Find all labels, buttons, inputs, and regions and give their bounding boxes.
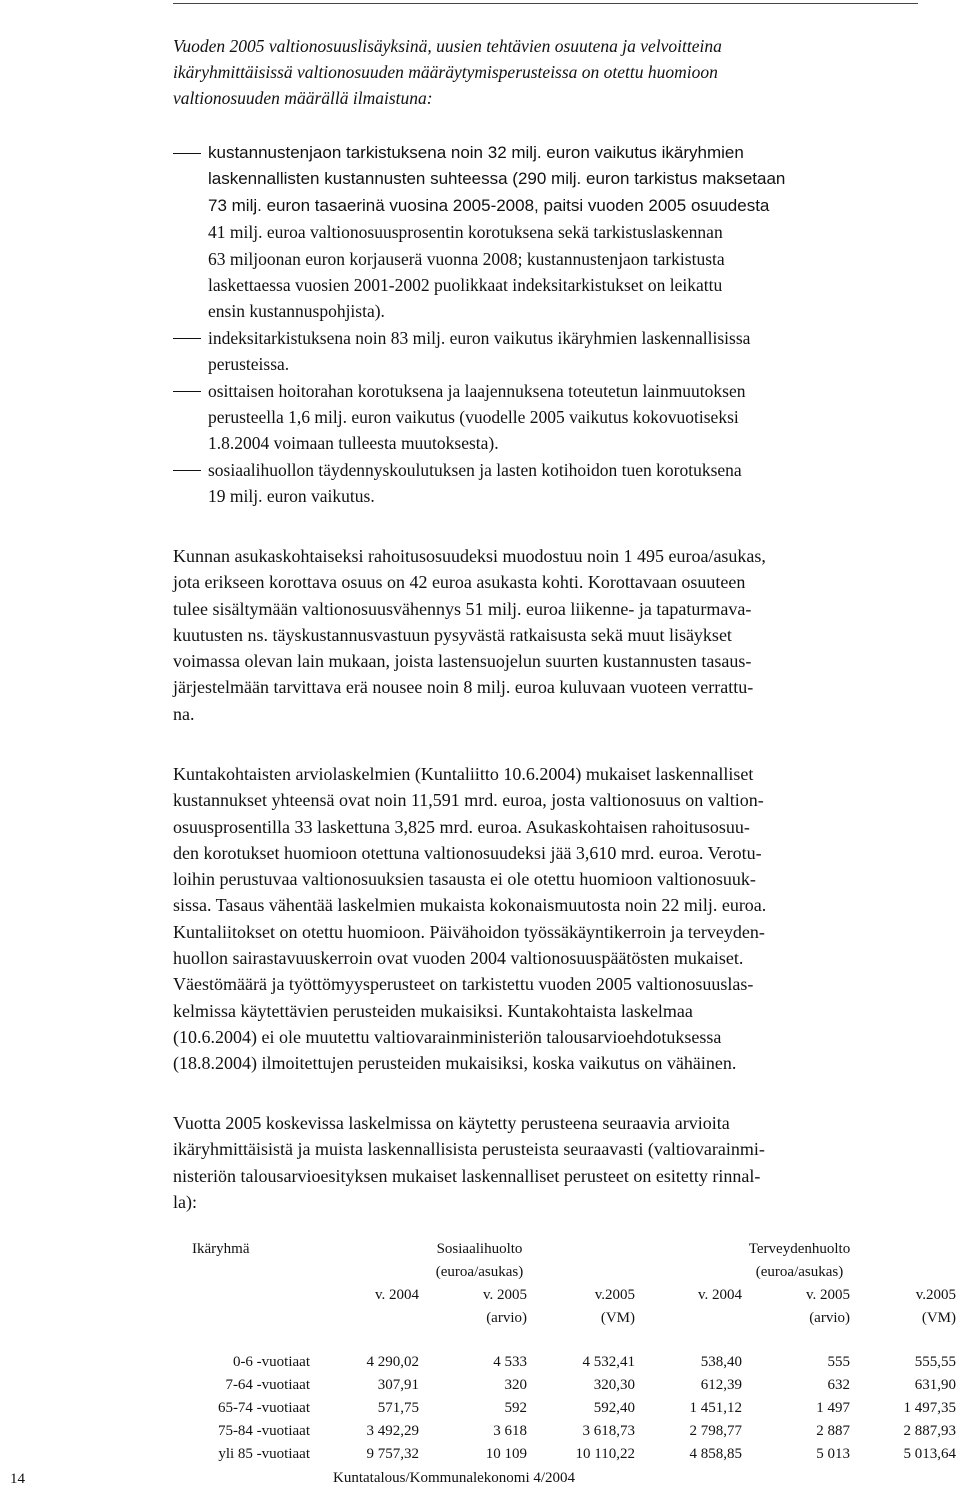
table-cell: 555 xyxy=(827,1354,850,1370)
dash-marker xyxy=(173,153,201,154)
subheader-note: (VM) xyxy=(600,1310,635,1326)
table-cell: 320,30 xyxy=(593,1377,635,1393)
para-line: osuusprosentilla 33 laskettuna 3,825 mrd. euroa. Asukaskohtaisen rahoitusosuu- xyxy=(173,816,750,837)
bullet-line: laskennallisten kustannusten suhteessa (290 milj. euron tarkistus maksetaan xyxy=(208,169,786,189)
para-line: den korotukset huomioon otettuna valtionosuudeksi jää 3,610 mrd. euroa. Verotu- xyxy=(173,842,762,863)
dash-marker xyxy=(173,391,201,392)
para-line: huollon sairastavuuskerroin ovat vuoden 2004 valtionosuuspäätösten mukaiset. xyxy=(173,948,744,969)
bullet-line: sosiaalihuollon täydennyskoulutuksen ja lasten kotihoidon tuen korotuksena xyxy=(208,459,742,480)
subheader-note: (arvio) xyxy=(809,1310,850,1326)
paragraph-arviolaskelmat xyxy=(173,761,948,1077)
paragraph-perusteet xyxy=(173,1110,948,1215)
bullet-line: kustannustenjaon tarkistuksena noin 32 milj. euron vaikutus ikäryhmien xyxy=(208,143,744,162)
para-line: jota erikseen korottava osuus on 42 euroa asukasta kohti. Korottavaan osuuteen xyxy=(173,572,746,593)
para-line: voimassa olevan lain mukaan, joista lastensuojelun suurten kustannusten tasaus- xyxy=(173,651,752,672)
header-health-care-unit: (euroa/asukas) xyxy=(755,1264,844,1280)
table-cell: 1 451,12 xyxy=(689,1400,742,1416)
subheader-note: (arvio) xyxy=(486,1310,527,1326)
table-cell: 1 497,35 xyxy=(903,1400,956,1416)
intro-line: Vuoden 2005 valtionosuuslisäyksinä, uusien tehtävien osuutena ja velvoitteina xyxy=(173,36,722,56)
table-cell: 631,90 xyxy=(914,1377,956,1393)
subheader-cell: v.2005 xyxy=(915,1287,956,1303)
para-line: la): xyxy=(173,1191,197,1212)
dash-marker xyxy=(173,338,201,339)
table-cell: 3 618 xyxy=(493,1423,527,1439)
para-line: Kuntakohtaisten arviolaskelmien (Kuntaliitto 10.6.2004) mukaiset laskennalliset xyxy=(173,764,754,784)
dash-marker xyxy=(173,470,201,471)
table-cell: 555,55 xyxy=(914,1354,956,1370)
bullet-line: 73 milj. euron tasaerinä vuosina 2005-2008, paitsi vuoden 2005 osuudesta xyxy=(208,195,770,215)
bullet-line: ensin kustannuspohjista). xyxy=(208,301,385,322)
table-cell: 592,40 xyxy=(593,1400,635,1416)
table-cell: 307,91 xyxy=(377,1377,419,1393)
bullet-line: 19 milj. euron vaikutus. xyxy=(208,486,375,507)
table-cell: 9 757,32 xyxy=(366,1446,419,1462)
para-line: na. xyxy=(173,703,195,724)
header-health-care: Terveydenhuolto xyxy=(748,1241,851,1257)
para-line: Kuntaliitokset on otettu huomioon. Päivähoidon työssäkäyntikerroin ja terveyden- xyxy=(173,921,765,942)
subheader-cell: v.2005 xyxy=(594,1287,635,1303)
bullet-item xyxy=(173,140,943,325)
table-cell: 5 013,64 xyxy=(903,1446,956,1462)
table-cell: 4 533 xyxy=(493,1354,527,1370)
table-cell: 4 532,41 xyxy=(582,1354,635,1370)
subheader-cell: v. 2004 xyxy=(697,1287,742,1303)
subheader-note: (VM) xyxy=(921,1310,956,1326)
bullet-line: perusteissa. xyxy=(208,354,290,375)
bullet-item xyxy=(173,378,943,457)
bullet-line: osittaisen hoitorahan korotuksena ja laajennuksena toteutetun lainmuutoksen xyxy=(208,380,746,401)
bullet-line: 1.8.2004 voimaan tulleesta muutoksesta). xyxy=(208,433,499,454)
para-line: sissa. Tasaus vähentää laskelmien mukaista kokonaismuutosta noin 22 milj. euroa. xyxy=(173,895,767,916)
table-cell: 4 290,02 xyxy=(366,1354,419,1370)
row-label: 7-64 -vuotiaat xyxy=(225,1377,310,1393)
para-line: Kunnan asukaskohtaiseksi rahoitusosuudeksi muodostuu noin 1 495 euroa/asukas, xyxy=(173,546,766,566)
table-cell: 592 xyxy=(504,1400,527,1416)
header-social-care-unit: (euroa/asukas) xyxy=(435,1264,524,1280)
subheader-cell: v. 2005 xyxy=(805,1287,850,1303)
header-age-group: Ikäryhmä xyxy=(192,1241,250,1257)
bullet-item xyxy=(173,457,943,510)
para-line: Väestömäärä ja työttömyysperusteet on tarkistettu vuoden 2005 valtionosuuslas- xyxy=(173,974,754,995)
bullet-line: perusteella 1,6 milj. euron vaikutus (vuodelle 2005 vaikutus kokovuotiseksi xyxy=(208,407,739,428)
para-line: tulee sisältymään valtionosuusvähennys 51 milj. euroa liikenne- ja tapaturmava- xyxy=(173,598,752,619)
header-social-care: Sosiaalihuolto xyxy=(436,1241,523,1257)
row-label: 65-74 -vuotiaat xyxy=(217,1400,310,1416)
para-line: (18.8.2004) ilmoitettujen perusteiden mukaisiksi, koska vaikutus on vähäinen. xyxy=(173,1053,737,1074)
intro-paragraph xyxy=(173,33,918,111)
table-cell: 3 618,73 xyxy=(582,1423,635,1439)
table-cell: 2 798,77 xyxy=(689,1423,742,1439)
para-line: Vuotta 2005 koskevissa laskelmissa on käytetty perusteena seuraavia arvioita xyxy=(173,1113,730,1133)
subheader-cell: v. 2005 xyxy=(482,1287,527,1303)
table-cell: 612,39 xyxy=(700,1377,742,1393)
table-cell: 2 887,93 xyxy=(903,1423,956,1439)
intro-line: ikäryhmittäisissä valtionosuuden määräytymisperusteissa on otettu huomioon xyxy=(173,62,718,82)
table-cell: 10 109 xyxy=(485,1446,527,1462)
para-line: loihin perustuvaa valtionosuuksien tasausta ei ole otettu huomioon valtionosuuk- xyxy=(173,869,756,890)
bullet-line: 41 milj. euroa valtionosuusprosentin korotuksena sekä tarkistuslaskennan xyxy=(208,222,723,243)
table-cell: 2 887 xyxy=(816,1423,850,1439)
intro-line: valtionosuuden määrällä ilmaistuna: xyxy=(173,88,433,108)
para-line: kelmissa käytettävien perusteiden mukaisiksi. Kuntakohtaista laskelmaa xyxy=(173,1000,693,1021)
publication-footer: Kuntatalous/Kommunalekonomi 4/2004 xyxy=(333,1470,576,1486)
table-cell: 4 858,85 xyxy=(689,1446,742,1462)
table-cell: 1 497 xyxy=(816,1400,850,1416)
para-line: kuutusten ns. täyskustannusvastuun pysyvästä ratkaisusta sekä muut lisäykset xyxy=(173,624,732,645)
row-label: 75-84 -vuotiaat xyxy=(217,1423,310,1439)
para-line: kustannukset yhteensä ovat noin 11,591 mrd. euroa, josta valtionosuus on valtion- xyxy=(173,790,764,811)
header-rule xyxy=(173,3,918,4)
table-cell: 5 013 xyxy=(816,1446,850,1462)
paragraph-rahoitusosuus xyxy=(173,543,948,727)
row-label: yli 85 -vuotiaat xyxy=(218,1446,310,1462)
table-cell: 571,75 xyxy=(377,1400,419,1416)
para-line: nisteriön talousarvioesityksen mukaiset laskennalliset perusteet on esitetty rinnal- xyxy=(173,1165,761,1186)
bullet-item xyxy=(173,325,943,378)
table-cell: 3 492,29 xyxy=(366,1423,419,1439)
para-line: järjestelmään tarvittava erä nousee noin 8 milj. euroa kuluvaan vuoteen verrattu- xyxy=(173,677,754,698)
table-cell: 538,40 xyxy=(700,1354,742,1370)
subheader-cell: v. 2004 xyxy=(374,1287,419,1303)
row-label: 0-6 -vuotiaat xyxy=(232,1354,310,1370)
table-cell: 632 xyxy=(827,1377,850,1393)
para-line: (10.6.2004) ei ole muutettu valtiovarainministeriön talousarvioehdotuksessa xyxy=(173,1026,722,1047)
table-cell: 10 110,22 xyxy=(575,1446,635,1462)
bullet-list xyxy=(173,140,943,510)
page-number: 14 xyxy=(10,1471,25,1487)
bullet-line: laskettaessa vuosien 2001-2002 puolikkaat indeksitarkistukset on leikattu xyxy=(208,275,723,296)
bullet-line: 63 miljoonan euron korjauserä vuonna 2008; kustannustenjaon tarkistusta xyxy=(208,248,725,269)
table-cell: 320 xyxy=(504,1377,527,1393)
bullet-line: indeksitarkistuksena noin 83 milj. euron vaikutus ikäryhmien laskennallisissa xyxy=(208,327,751,348)
para-line: ikäryhmittäisistä ja muista laskennallisista perusteista seuraavasti (valtiovarainmi- xyxy=(173,1139,765,1160)
